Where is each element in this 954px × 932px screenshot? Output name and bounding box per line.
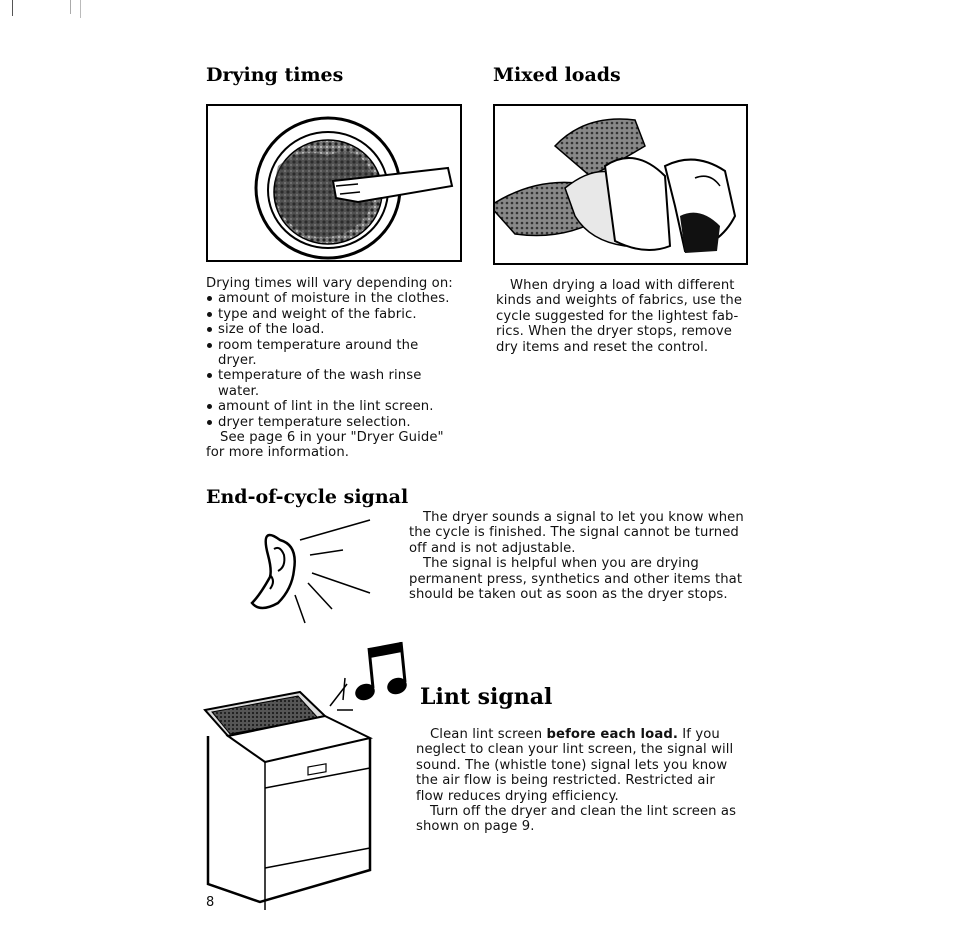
- list-item: type and weight of the fabric.: [206, 307, 468, 322]
- mixed-loads-heading: Mixed loads: [493, 64, 621, 86]
- scan-mark: [80, 0, 81, 18]
- drying-times-heading: Drying times: [206, 64, 344, 86]
- lint-signal-paragraph-2: Turn off the dryer and clean the lint screen as shown on page 9.: [416, 804, 737, 835]
- list-item: dryer temperature selection.: [206, 415, 468, 430]
- scan-mark: [70, 0, 71, 14]
- mixed-loads-paragraph: When drying a load with different kinds and weights of fabrics, use the cycle suggested for the lightest fab- rics. When the dryer stops, remove dry items and reset the control.: [496, 278, 743, 355]
- lint-signal-paragraph-1: [416, 727, 746, 804]
- lint-signal-heading: Lint signal: [420, 684, 553, 710]
- end-of-cycle-text: [409, 510, 749, 602]
- list-item: amount of moisture in the clothes.: [206, 291, 468, 306]
- ear-icon: [240, 515, 380, 630]
- mixed-loads-illustration: [493, 104, 748, 265]
- list-item: temperature of the wash rinse water.: [206, 368, 443, 399]
- dryer-drum-hand-icon: [208, 106, 460, 260]
- lint-emphasis: before each load.: [546, 727, 678, 742]
- drying-times-intro: Drying times will vary depending on:: [206, 276, 453, 291]
- list-item: room temperature around the dryer.: [206, 338, 438, 369]
- end-of-cycle-paragraph-2: The signal is helpful when you are drying permanent press, synthetics and other items that should be taken out as soon as the dryer stops.: [409, 556, 743, 603]
- page-number: 8: [206, 895, 215, 910]
- end-of-cycle-paragraph-1: The dryer sounds a signal to let you know when the cycle is finished. The signal cannot be turned off and is not adjustable.: [409, 510, 744, 556]
- dryer-illustration: [200, 688, 380, 910]
- drying-factors-list: [206, 291, 468, 430]
- list-item: size of the load.: [206, 322, 468, 337]
- lint-signal-text: [416, 727, 746, 835]
- dryer-icon: [200, 688, 380, 910]
- mixed-fabrics-icon: [495, 106, 746, 263]
- lint-rest: If you neglect to clean your lint screen, the signal will sound. The (whistle tone) signal lets you know the air flow is being restricted. Restricted air flow reduces drying efficiency.: [416, 727, 734, 804]
- ear-sound-illustration: [240, 515, 380, 630]
- see-page-note: See page 6 in your "Dryer Guide" for more information.: [206, 430, 444, 461]
- end-of-cycle-heading: End-of-cycle signal: [206, 486, 409, 508]
- drying-times-text: [206, 276, 468, 461]
- scan-mark: [12, 0, 13, 16]
- mixed-loads-text: [496, 278, 752, 355]
- drying-times-illustration: [206, 104, 462, 262]
- list-item: amount of lint in the lint screen.: [206, 399, 468, 414]
- lint-lead: Clean lint screen: [430, 727, 543, 742]
